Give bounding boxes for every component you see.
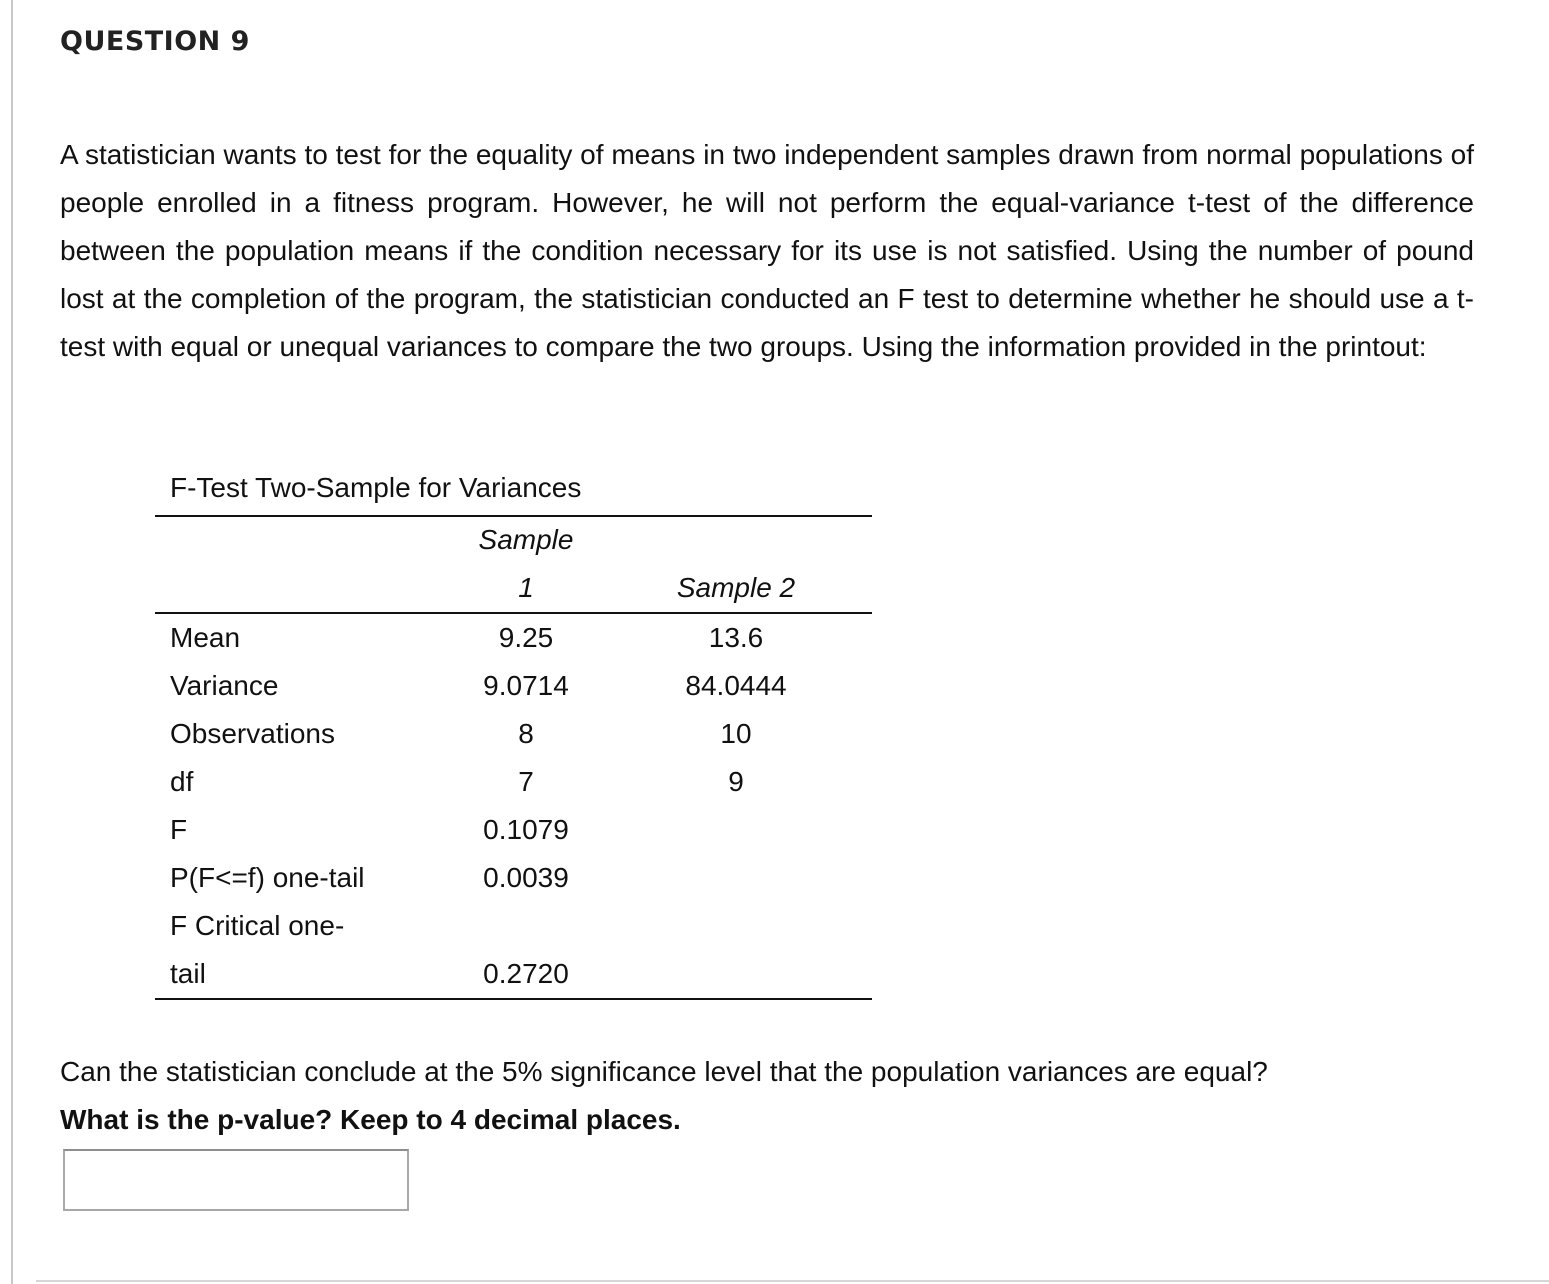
prompt-instruction: What is the p-value? Keep to 4 decimal places. xyxy=(60,1104,681,1135)
row-label-f-critical-line2: tail xyxy=(170,958,206,989)
row-label-p-one-tail: P(F<=f) one-tail xyxy=(170,862,365,893)
row-observations-sample1: 8 xyxy=(518,718,534,749)
row-p-one-tail-sample2 xyxy=(656,854,816,902)
table-bottom-rule xyxy=(155,998,872,1000)
row-label-mean: Mean xyxy=(170,622,241,653)
row-p-one-tail-sample1: 0.0039 xyxy=(483,862,569,893)
row-df-sample2: 9 xyxy=(728,766,744,797)
row-mean-sample2: 13.6 xyxy=(708,622,764,653)
row-label-f-critical-line1: F Critical one- xyxy=(170,910,345,941)
question-body: A statistician wants to test for the equality of means in two independent samples drawn from normal populations of people enrolled in a fitness program. However, he will not perform the equal-variance t-test of the difference between the population means if the condition necessary for its use is not satisfied. Using the number of pound lost at the completion of the program, the statistician conducted an F test to determine whether he should use a t-test with equal or unequal variances to compare the two groups. Using the information provided in the printout: xyxy=(60,139,1474,362)
row-mean-sample1: 9.25 xyxy=(498,622,554,653)
row-observations-sample2: 10 xyxy=(720,718,752,749)
prompt-text: Can the statistician conclude at the 5% significance level that the population variances are equal? xyxy=(60,1056,1268,1087)
row-label-df: df xyxy=(170,766,194,797)
header-sample2: Sample 2 xyxy=(676,572,796,603)
bottom-divider xyxy=(36,1280,1549,1282)
row-f-critical-sample2 xyxy=(656,950,816,998)
left-border-rule xyxy=(11,0,13,1284)
header-sample1-line1: Sample xyxy=(478,524,574,555)
row-label-variance: Variance xyxy=(170,670,279,701)
row-df-sample1: 7 xyxy=(518,766,534,797)
row-variance-sample2: 84.0444 xyxy=(685,670,787,701)
row-label-observations: Observations xyxy=(170,718,335,749)
answer-input[interactable] xyxy=(63,1149,409,1211)
row-f-critical-sample1: 0.2720 xyxy=(483,958,569,989)
question-title: QUESTION 9 xyxy=(60,26,250,57)
row-variance-sample1: 9.0714 xyxy=(483,670,569,701)
row-f-sample1: 0.1079 xyxy=(483,814,569,845)
header-sample1-line2: 1 xyxy=(518,572,534,603)
row-label-f: F xyxy=(170,814,188,845)
row-f-sample2 xyxy=(656,806,816,854)
ftest-table-caption: F-Test Two-Sample for Variances xyxy=(170,472,582,503)
